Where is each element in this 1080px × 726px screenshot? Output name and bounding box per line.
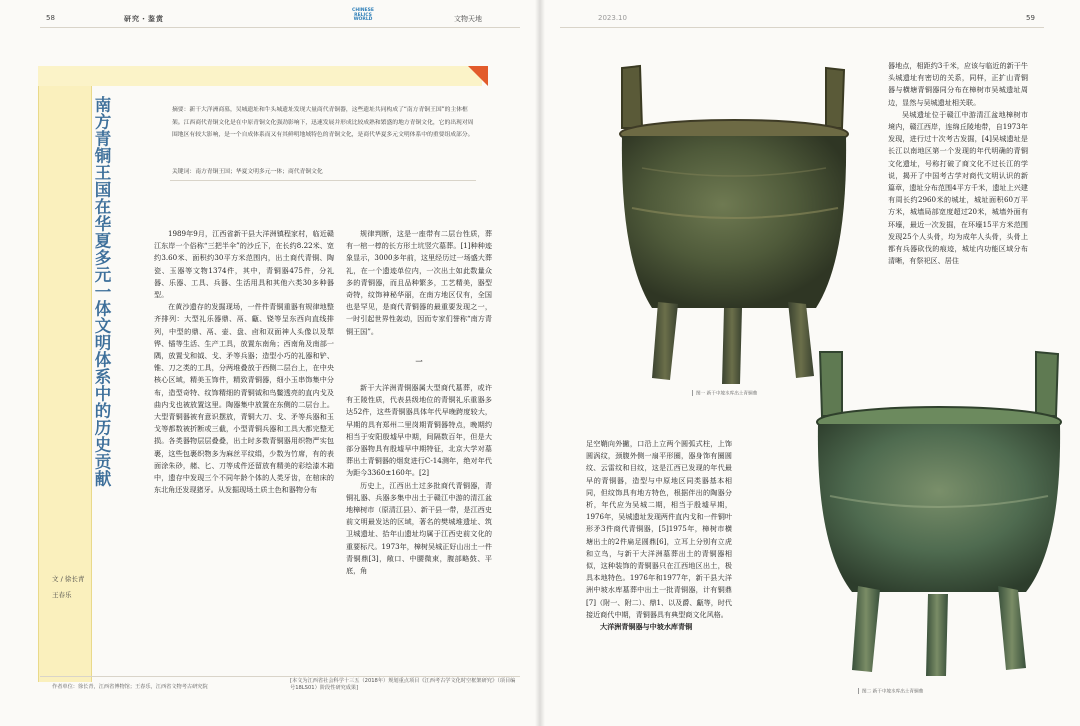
paragraph: 规律判断，这是一座带有二层台性质，葬有一棺一椁的长方形土坑竖穴墓葬。[1]种种迹象显示，3000多年前，这里经历过一场盛大葬礼，在一个遗迹单位内，一次出土如此数量众多的青铜器，而且品种繁多，工艺精美，器型奇特，纹饰神秘华丽，在南方地区仅有，全国也是罕见，是商代青铜器的最重要发现之一，一时引起世界性轰动，因而专家们誉称“南方青铜王国”。	[346, 229, 492, 336]
title-band	[38, 66, 482, 86]
section-number: 一	[415, 356, 423, 366]
paragraph: 吴城遗址位于赣江中游清江盆地樟树市境内，赣江西岸，连绵丘陵地带，自1973年发现，进行过十次考古发掘，[4]吴城遗址是长江以南地区第一个发现的年代明确的青铜文化遗址，号称打破了商文化不过长江的学说，揭开了中国考古学对商代文明认识的新篇章，遗址分布范围4平方千米，遗址上兴建有周长约2960米的城址，城址面积60万平方米，城墙局部宽度超过20米，城墙外面有环壕，最近一次发掘，在环壕15平方米范围发现25个人头骨，均为成年人头骨，头骨上都有兵器砍伐的痕迹，城址内功能区域分布清晰，有祭祀区、居住	[888, 109, 1028, 266]
paragraph: 足空鞘向外撇，口沿上立两个圆弧式柱，上饰圆涡纹，颈腹外侧一扇平形圈，器身饰有圈圆纹、云雷纹和目纹，这是江西已发现的年代最早的青铜器，造型与中原地区同类器基本相同，但纹饰具有地方特色，根据伴出的陶器分析，年代应为吴城二期，相当于殷墟早期，1976年，吴城遗址发现两件直内戈和一件铜叶形矛3件商代青铜器，[5]1975年，樟树市横塘出土的2件扁足圆鼎[6]，立耳上分别有立虎和立鸟，与新干大洋洲墓葬出土的青铜器相似，这种装饰的青铜器只在江西地区出土，极具本地特色。1976年和1977年，新干县大洋洲中坡水库墓葬中出土一批青铜器，计有铜鼎[7]（附一、附二）、鼎1、以及爵、甗等，时代接近商代中期，青铜器具有典型商文化风格。	[586, 439, 732, 619]
paragraph: 历史上，江西出土过多批商代青铜器，青铜礼器、兵器多集中出土于赣江中游的清江盆地樟树市（原清江县）、新干县一带，是江西史前文明最发达的区域，著名的樊城堆遗址、筑卫城遗址、拾年山遗址均属于江西史前文化的重要标尺。1973年，樟树吴城正好山出土一件青铜鼎[3]，敞口、中腰微束，腹部略鼓、平底，角	[346, 480, 492, 576]
header-rule	[40, 27, 520, 28]
bronze-ding-image-2	[808, 346, 1070, 682]
funding-note: [本文为江西省社会科学十三五（2018年）规划重点项目《江西考古学文化时空框架研究》（项目编号18LS01）阶段性研究成果]	[290, 678, 516, 691]
magazine-logo: CHINESE RELICS WORLD	[352, 8, 374, 22]
right-page	[540, 0, 1080, 726]
article-title: 南方青铜王国在华夏多元一体文明体系中的历史贡献	[92, 96, 111, 487]
paragraph: 1989年9月，江西省新干县大洋洲镇程家村，临近赣江东岸一个俗称“三把半伞”的沙丘下，在长约8.22米、宽约3.60米、面积约30平方米范围内，出土商代青铜、陶瓷、玉器等文物1374件，其中，青铜器475件，分礼器、乐器、工具、兵器、生活用具和其他六类30多种器型。	[154, 229, 334, 300]
body-column-b	[346, 228, 492, 577]
figure-caption-1: 图一 新干中坡水库出土青铜鼎	[692, 390, 757, 397]
paragraph: 在黄沙遗存的发掘现场，一件件青铜重器有规律地整齐排列：大型礼乐器鼎、鬲、甗、铙等呈东西向直线排列，中型的鼎、鬲、壶、盘、卣和双面神人头像以及犁铧、锸等生活、生产工具，放置东南角；西南角及南部一隅，放置戈和钺、戈、矛等兵器；造型小巧的礼器和铲、锥、刀之类的工具，分两堆叠放于西侧二层台上，在中央核心区域，精美玉饰件，精致青铜器，细小玉串饰集中分布，造型奇特、纹饰精细的青铜钺和鸟鳖透亮的直内戈及曲内戈也被放置这里。陶器集中放置在东侧的二层台上。大型青铜器被有意识摆放，青铜大刀、戈、矛等兵器和玉戈等都数被折断或三截，小型青铜兵器和工具大都完整无损。各类器物层层叠叠，出土时多数青铜器用织物严实包裹，这些包裹织物多为麻丝平纹绢，少数为竹席，有的表面涂朱砂，赭、匕、刀等成件还留放有精美的彩绘漆木箱中，遗存中发现三个不同年龄个体的人类牙齿，在棺床的东北角还发现猪牙。从发掘现场土质土色和器物分布	[154, 302, 334, 495]
body-column-a	[154, 228, 334, 496]
author-affiliation: 作者单位：徐长青，江西省博物馆；王春乐，江西省文物考古研究院	[52, 684, 208, 690]
footnote-rule	[40, 676, 520, 677]
page-number-right: 59	[1026, 14, 1035, 22]
paragraph: 大洋洲青铜器与中坡水库青铜	[600, 622, 693, 632]
keywords-rule	[170, 180, 476, 181]
section-title: 研究・鉴赏	[124, 15, 164, 23]
header-rule	[560, 27, 1044, 28]
paragraph: 器地点，相距约3千米，应该与临近的新干牛头城遗址有密切的关系，同样，正扩山青铜器与横塘青铜器同分布在樟树市吴城遗址周边，显然与吴城遗址相关联。	[888, 61, 1028, 107]
page-number-left: 58	[46, 14, 55, 22]
author-line-2: 王春乐	[52, 591, 72, 599]
keywords: 关键词：南方青铜王国；华夏文明多元一体；商代青铜文化	[172, 169, 323, 175]
magazine-title: 文物天地	[454, 15, 482, 23]
bronze-ding-image-1	[612, 58, 856, 388]
issue-date: 2023.10	[598, 14, 627, 22]
paragraph: 新干大洋洲青铜器属大型商代墓葬，或许有王陵性质，代表县级地位的青铜礼乐重器多达52件，这些青铜器具体年代早晚跨度较大，早期的具有郑州二里岗期青铜器特点，晚期约相当于安阳殷墟早中期，间隔数百年，但是大部分器物具有殷墟早中期特征，北京大学对墓葬出土青铜器的烟炱进行C-14测年，绝对年代为距今3360±160年。[2]	[346, 383, 492, 478]
body-column-d	[586, 438, 732, 633]
figure-caption-2: 图二 新干中坡水库出土青铜鼎	[858, 688, 923, 695]
spine-gutter	[535, 0, 545, 726]
corner-triangle	[468, 66, 488, 86]
abstract: 摘要：新干大洋洲商墓，吴城遗址和牛头城遗址发现大量商代青铜器，这些遗址共同构成了“南方青铜王国”的主体框架。江西商代青铜文化是在中原青铜文化强劲影响下，迅速发展并形成比较成熟和繁盛的地方青铜文化，它的出现对周围地区有较大影响，是一个自成体系而又有其鲜明地域特色的青铜文化，是商代华夏多元文明体系中的重要组成部分。	[172, 107, 474, 138]
author-line-1: 文 / 徐长青	[52, 575, 85, 583]
body-column-c	[888, 60, 1028, 267]
